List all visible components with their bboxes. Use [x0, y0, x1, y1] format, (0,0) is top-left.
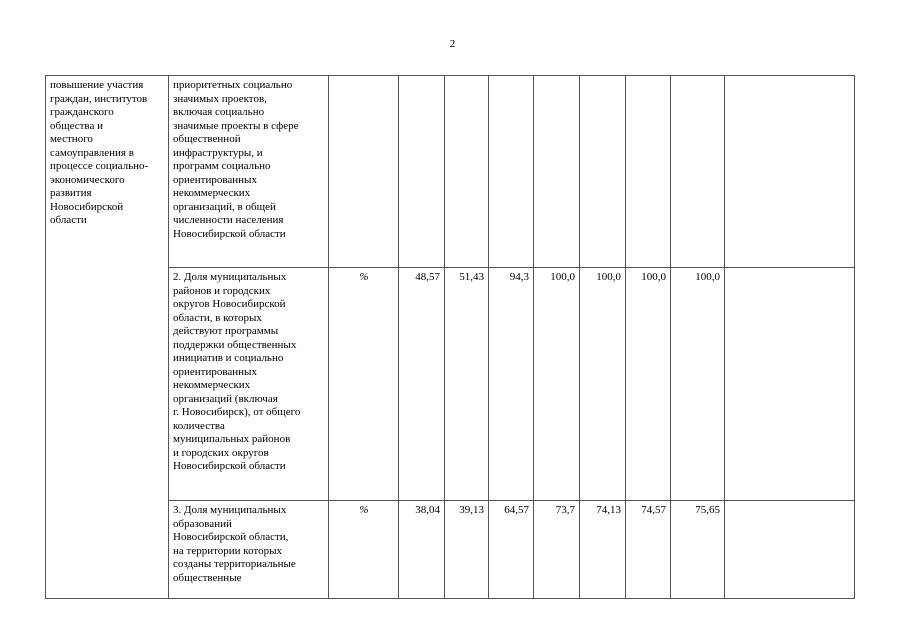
value-cell: 38,04 — [399, 501, 445, 599]
goal-cell — [46, 76, 169, 599]
value-cell: 64,57 — [489, 501, 534, 599]
indicator-text: 2. Доля муниципальных районов и городских округов Новосибирской области, в которых действуют программы поддержки общественных инициатив и социально ориентированных некоммерческих организаций (включая г. Новосибирск), от общего количества муниципальных районов и городских округов Новосибирской области — [173, 271, 301, 472]
page-number: 2 — [449, 38, 456, 50]
value-cell: 94,3 — [489, 268, 534, 501]
unit-cell: % — [329, 501, 399, 599]
table-row — [46, 76, 855, 268]
note-cell — [725, 501, 855, 599]
unit-cell: % — [329, 268, 399, 501]
value-cell: 100,0 — [534, 268, 580, 501]
value-cell — [534, 76, 580, 268]
goal-text: повышение участия граждан, институтов гражданского общества и местного самоуправления в процессе социально- экономического развития Новосибирской области — [50, 79, 149, 226]
indicator-cell — [169, 76, 329, 268]
value-cell: 100,0 — [626, 268, 671, 501]
value-cell — [399, 76, 445, 268]
value-cell — [445, 76, 489, 268]
value-cell — [580, 76, 626, 268]
indicator-cell — [169, 501, 329, 599]
value-cell — [671, 76, 725, 268]
note-cell — [725, 268, 855, 501]
value-cell: 74,57 — [626, 501, 671, 599]
indicators-table — [45, 75, 855, 599]
indicator-text: приоритетных социально значимых проектов, включая социально значимые проекты в сфере общественной инфраструктуры, и программ социально ориентированных некоммерческих организаций, в общей численности населения Новосибирской области — [173, 79, 299, 240]
value-cell: 51,43 — [445, 268, 489, 501]
value-cell — [626, 76, 671, 268]
value-cell — [489, 76, 534, 268]
note-cell — [725, 76, 855, 268]
value-cell: 100,0 — [671, 268, 725, 501]
indicator-text: 3. Доля муниципальных образований Новосибирской области, на территории которых созданы территориальные общественные — [173, 504, 296, 584]
value-cell: 39,13 — [445, 501, 489, 599]
value-cell: 100,0 — [580, 268, 626, 501]
unit-cell — [329, 76, 399, 268]
value-cell: 74,13 — [580, 501, 626, 599]
value-cell: 48,57 — [399, 268, 445, 501]
value-cell: 73,7 — [534, 501, 580, 599]
indicator-cell — [169, 268, 329, 501]
value-cell: 75,65 — [671, 501, 725, 599]
